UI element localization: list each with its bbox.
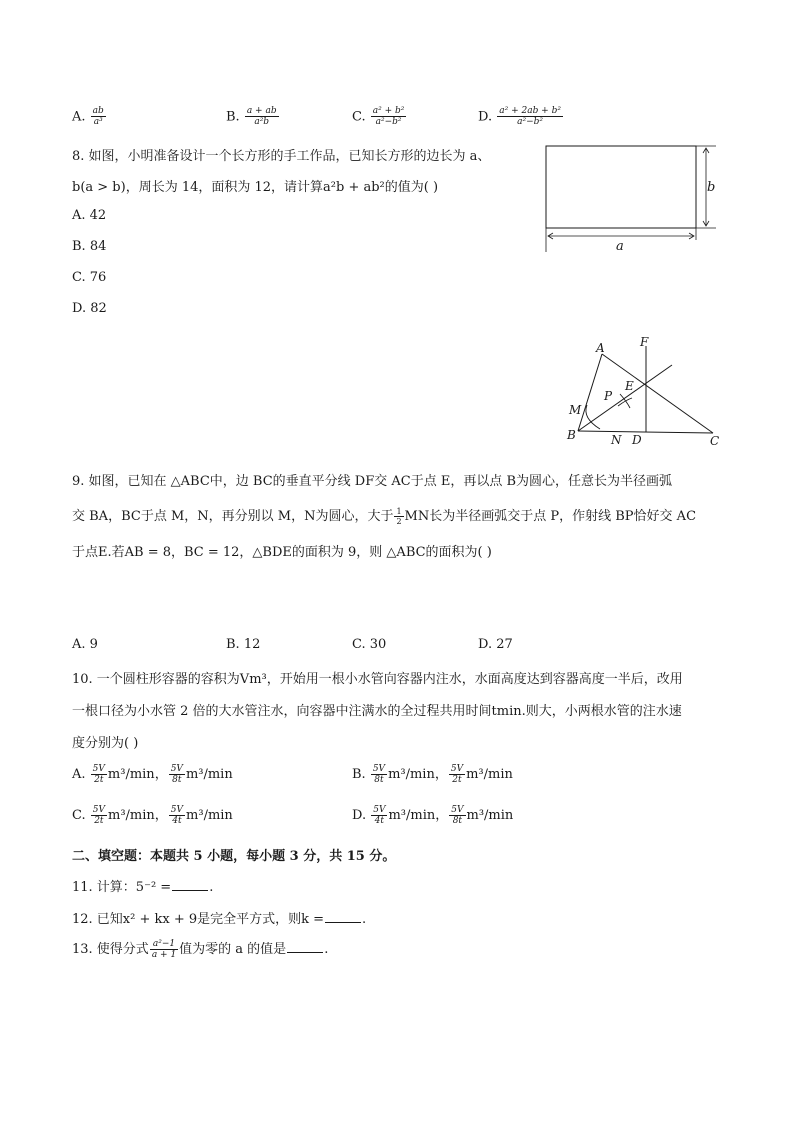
side-ab <box>578 354 602 431</box>
label-D: D <box>632 433 642 447</box>
q7-option-c: C. $\frac{\text{a² + b²}}{\text{a²−b²}}$ <box>352 106 405 128</box>
label-N: N <box>611 433 622 447</box>
q10-option-c: C. $\frac{5V}{2t}$ m³/min， $\frac{5V}{4t}$ m³/min <box>72 804 233 826</box>
q9-line2: 交 BA，BC于点 M，N，再分别以 M，N为圆心，大于 $\frac{1}{2}$ MN长为半径画弧交于点 P，作射线 BP恰好交 AC <box>72 506 697 526</box>
ray-bp <box>578 365 672 431</box>
q8-line2: b(a > b)，周长为 14，面积为 12，请计算a²b + ab²的值为( ) <box>72 180 439 195</box>
q11: 11. 计算：5⁻² = . <box>72 880 214 895</box>
q9-triangle-figure <box>560 332 730 452</box>
q9-line3: 于点E.若AB = 8，BC = 12，△BDE的面积为 9，则 △ABC的面积为( ) <box>72 545 492 560</box>
q8-option-d: D. 82 <box>72 301 107 316</box>
q10-line3: 度分别为( ) <box>72 736 139 751</box>
q7-d-fraction: $\frac{\text{a² + 2ab + b²}}{\text{a²−b²}}$ <box>499 106 561 128</box>
section-2-heading: 二、填空题：本题共 5 小题，每小题 3 分，共 15 分。 <box>72 849 396 864</box>
q12: 12. 已知x² + kx + 9是完全平方式，则k = . <box>72 912 367 927</box>
label-b: b <box>707 180 716 195</box>
q12-answer-blank[interactable] <box>325 911 361 923</box>
q10-line2: 一根口径为小水管 2 倍的大水管注水，向容器中注满水的全过程共用时间tmin.则大，小两根水管的注水速 <box>72 704 682 719</box>
label-F: F <box>640 335 649 349</box>
q9-half-fraction: $\frac{1}{2}$ <box>396 506 402 526</box>
label-P: P <box>604 389 613 403</box>
label-C: C <box>710 434 720 448</box>
q13-answer-blank[interactable] <box>287 941 323 953</box>
q11-answer-blank[interactable] <box>172 879 208 891</box>
q8-rectangle-figure <box>540 140 730 258</box>
label-a: a <box>616 239 624 254</box>
q10-option-b: B. $\frac{5V}{8t}$ m³/min， $\frac{5V}{2t}$ m³/min <box>352 763 513 785</box>
q7-option-a: A. $\frac{ab}{\text{a³}}$ <box>72 106 104 128</box>
label-B: B <box>567 428 576 442</box>
side-ac <box>602 354 713 433</box>
label-E: E <box>625 379 634 393</box>
q8-line1: 8. 如图，小明准备设计一个长方形的手工作品，已知长方形的边长为 a、 <box>72 149 491 164</box>
rectangle <box>546 146 696 228</box>
q7-c-fraction: $\frac{\text{a² + b²}}{\text{a²−b²}}$ <box>372 106 405 128</box>
q10-line1: 10. 一个圆柱形容器的容积为Vm³，开始用一根小水管向容器内注水，水面高度达到容器高度一半后，改用 <box>72 672 683 687</box>
q7-a-fraction: $\frac{ab}{\text{a³}}$ <box>92 106 104 128</box>
label-M: M <box>569 403 582 417</box>
q8-option-b: B. 84 <box>72 239 107 254</box>
q9-option-c: C. 30 <box>352 637 387 652</box>
q9-option-a: A. 9 <box>72 637 98 652</box>
q7-option-d: D. $\frac{\text{a² + 2ab + b²}}{\text{a²−b²}}$ <box>478 106 561 128</box>
q13: 13. 使得分式 $\frac{\text{a²−1}}{a + 1}$ 值为零的 a 的值是 . <box>72 938 329 960</box>
q13-fraction: $\frac{\text{a²−1}}{a + 1}$ <box>151 938 177 960</box>
q9-line1: 9. 如图，已知在 △ABC中，边 BC的垂直平分线 DF交 AC于点 E，再以点 B为圆心，任意长为半径画弧 <box>72 474 673 489</box>
q9-option-d: D. 27 <box>478 637 513 652</box>
label-A: A <box>596 341 605 355</box>
q8-option-a: A. 42 <box>72 208 107 223</box>
q9-option-b: B. 12 <box>226 637 261 652</box>
q8-option-c: C. 76 <box>72 270 107 285</box>
q7-b-fraction: $\frac{a + ab}{\text{a²b}}$ <box>246 106 277 128</box>
q7-option-b: B. $\frac{a + ab}{\text{a²b}}$ <box>226 106 277 128</box>
q10-option-d: D. $\frac{5V}{4t}$ m³/min， $\frac{5V}{8t}$ m³/min <box>352 804 514 826</box>
q10-option-a: A. $\frac{5V}{2t}$ m³/min， $\frac{5V}{8t}$ m³/min <box>72 763 233 785</box>
